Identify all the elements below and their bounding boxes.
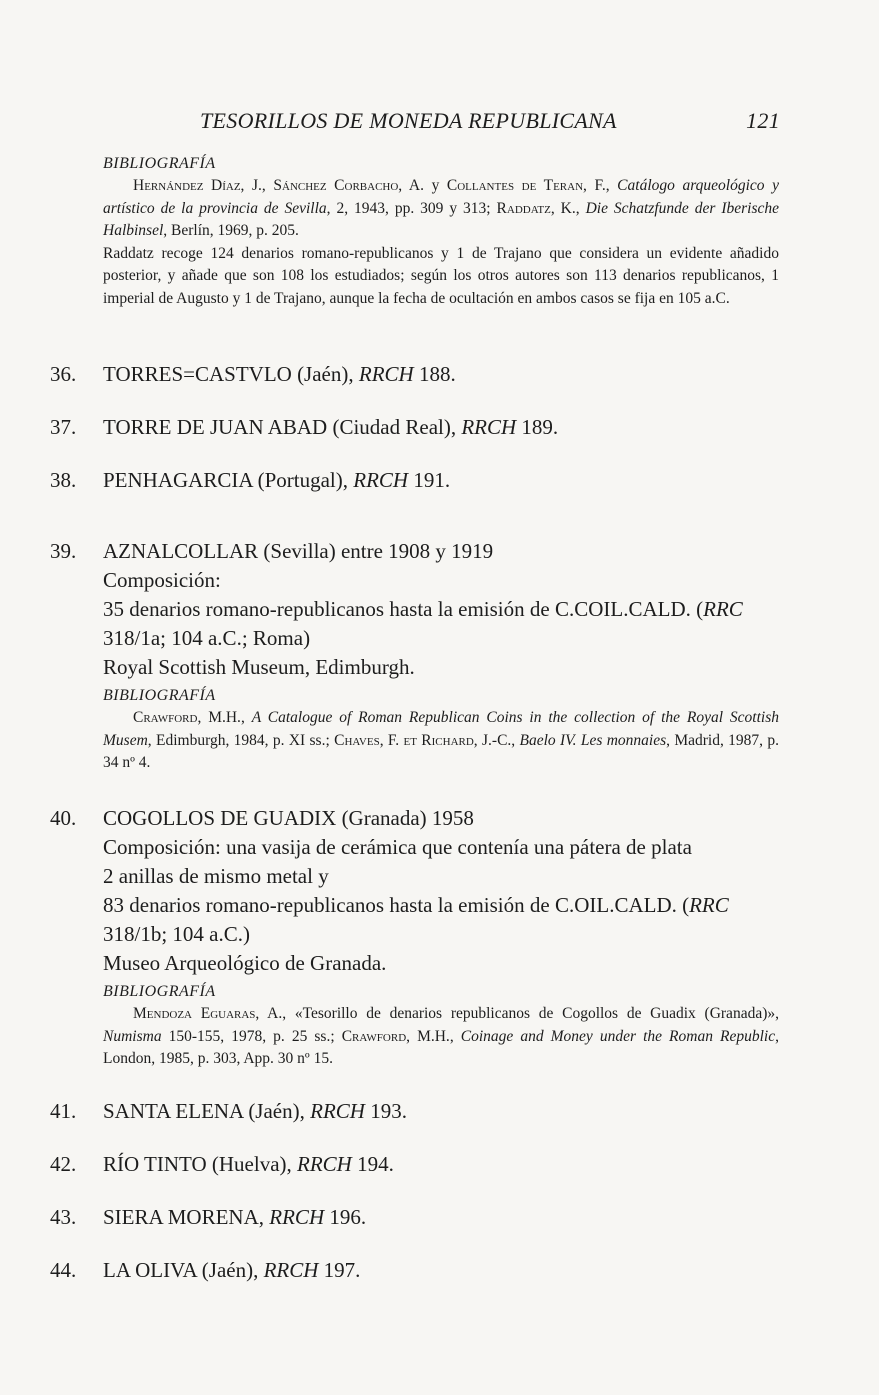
hoard-entry-36 bbox=[50, 360, 780, 389]
composition-detail bbox=[103, 891, 780, 920]
reference-author: Chaves, F. bbox=[334, 731, 400, 749]
entry-reference-number: 194. bbox=[351, 1152, 394, 1176]
reference-title: Coinage and Money under the Roman Republic bbox=[460, 1027, 776, 1045]
reference-title: A Catalogue of Roman Republican Coins in the collection of the Royal Scottish Musem bbox=[103, 709, 779, 749]
bibliography-block-40 bbox=[103, 983, 779, 1071]
composition-label: Composición: bbox=[103, 568, 221, 592]
entry-number: 39. bbox=[50, 539, 77, 563]
entry-number: 42. bbox=[50, 1152, 77, 1176]
entry-title: RÍO TINTO (Huelva), bbox=[103, 1152, 298, 1176]
hoard-entry-42 bbox=[50, 1150, 780, 1179]
reference-author: Richard, J.-C. bbox=[421, 731, 512, 749]
bibliography-heading: BIBLIOGRAFÍA bbox=[103, 687, 216, 704]
reference-text: , Edimburgh, 1984, p. XI ss.; bbox=[147, 731, 335, 749]
hoard-entry-41 bbox=[50, 1097, 780, 1126]
composition-text: Composición: una vasija de cerámica que contenía una pátera de plata bbox=[103, 835, 692, 859]
entry-title: TORRES=CASTVLO (Jaén), bbox=[103, 362, 359, 386]
reference-author: Mendoza Eguaras, A. bbox=[133, 1005, 283, 1022]
composition-date: 318/1b; 104 a.C.) bbox=[103, 922, 250, 946]
entry-reference: RRCH bbox=[461, 415, 517, 439]
reference-author: Sánchez Corbacho, A. bbox=[273, 177, 424, 194]
reference-author: Raddatz, K. bbox=[496, 199, 576, 217]
entry-reference-number: 188. bbox=[413, 362, 456, 386]
entry-reference: RRCH bbox=[353, 468, 409, 492]
composition-date: 318/1a; 104 a.C.; Roma) bbox=[103, 626, 311, 650]
composition-text: 83 denarios romano-republicanos hasta la emisión de C.OIL.CALD. ( bbox=[103, 893, 690, 917]
bibliography-heading: BIBLIOGRAFÍA bbox=[103, 983, 216, 1000]
composition-detail bbox=[103, 595, 780, 624]
hoard-entry-38 bbox=[50, 466, 780, 495]
entry-number: 38. bbox=[50, 468, 77, 492]
entry-reference-number: 191. bbox=[408, 468, 451, 492]
reference-text: , bbox=[605, 177, 618, 194]
rrc-reference: RRC bbox=[703, 597, 743, 621]
entry-title: LA OLIVA (Jaén), bbox=[103, 1258, 264, 1282]
bibliography-block-35 bbox=[103, 155, 779, 310]
bibliography-reference bbox=[103, 1003, 779, 1071]
reference-text: , bbox=[261, 177, 274, 194]
bibliography-reference bbox=[103, 175, 779, 243]
reference-text: , bbox=[449, 1027, 461, 1045]
composition-text: 2 anillas de mismo metal y bbox=[103, 864, 329, 888]
entry-title: TORRE DE JUAN ABAD (Ciudad Real), bbox=[103, 415, 462, 439]
location: Museo Arqueológico de Granada. bbox=[103, 951, 387, 975]
entry-reference: RRCH bbox=[310, 1099, 365, 1123]
entry-number: 41. bbox=[50, 1099, 77, 1123]
entry-number: 43. bbox=[50, 1205, 77, 1229]
entry-number: 36. bbox=[50, 362, 77, 386]
entry-reference: RRCH bbox=[358, 362, 414, 386]
hoard-entry-44 bbox=[50, 1256, 780, 1285]
bibliography-reference bbox=[103, 707, 779, 775]
hoard-entry-43 bbox=[50, 1203, 780, 1232]
hoard-entry-39 bbox=[50, 537, 780, 682]
location: Royal Scottish Museum, Edimburgh. bbox=[103, 655, 415, 679]
reference-text: y bbox=[423, 177, 447, 194]
reference-author: Hernández Díaz, J. bbox=[133, 177, 262, 194]
composition-text: 35 denarios romano-republicanos hasta la emisión de C.COIL.CALD. ( bbox=[103, 597, 704, 621]
running-head bbox=[200, 108, 780, 134]
entry-number: 37. bbox=[50, 415, 77, 439]
entry-title: SANTA ELENA (Jaén), bbox=[103, 1099, 311, 1123]
entry-title: SIERA MORENA, bbox=[103, 1205, 270, 1229]
reference-title: Die Schatzfunde der Iberische Halbinsel bbox=[103, 199, 779, 239]
bibliography-note: Raddatz recoge 124 denarios romano-republicanos y 1 de Trajano que considera un evidente añadido posterior, y añade que son 108 los estudiados; según los otros autores son 113 denarios republicanos, 1 imperial de Augusto y 1 de Trajano, aunque la fecha de ocultación en ambos casos se fija en 105 a.C. bbox=[103, 244, 779, 307]
bibliography-block-39 bbox=[103, 687, 779, 775]
entry-reference-number: 193. bbox=[364, 1099, 407, 1123]
entry-number: 44. bbox=[50, 1258, 77, 1282]
entry-reference-number: 197. bbox=[318, 1258, 361, 1282]
reference-text: , bbox=[575, 199, 586, 217]
entry-number: 40. bbox=[50, 806, 77, 830]
reference-text: , bbox=[240, 709, 252, 726]
reference-author: Crawford, M.H. bbox=[341, 1027, 450, 1045]
entry-title: PENHAGARCIA (Portugal), bbox=[103, 468, 354, 492]
entry-title: AZNALCOLLAR (Sevilla) entre 1908 y 1919 bbox=[103, 539, 494, 563]
reference-title: Baelo IV. Les monnaies bbox=[519, 731, 667, 749]
entry-reference: RRCH bbox=[263, 1258, 319, 1282]
reference-author: Collantes de Teran, F. bbox=[446, 177, 606, 194]
entry-reference: RRCH bbox=[297, 1152, 352, 1176]
reference-text: , London, 1985, p. 303, App. 30 nº 15. bbox=[103, 1027, 779, 1067]
entry-title: COGOLLOS DE GUADIX (Granada) 1958 bbox=[103, 806, 474, 830]
reference-text: 150-155, 1978, p. 25 ss.; bbox=[161, 1027, 342, 1045]
bibliography-heading: BIBLIOGRAFÍA bbox=[103, 155, 216, 172]
entry-reference: RRCH bbox=[269, 1205, 325, 1229]
reference-text: , bbox=[511, 731, 520, 749]
reference-text: , Berlín, 1969, p. 205. bbox=[163, 222, 299, 239]
rrc-reference: RRC bbox=[689, 893, 729, 917]
entry-reference-number: 189. bbox=[516, 415, 559, 439]
running-title: TESORILLOS DE MONEDA REPUBLICANA bbox=[200, 108, 617, 133]
reference-title: Numisma bbox=[103, 1027, 162, 1045]
hoard-entry-37 bbox=[50, 413, 780, 442]
reference-text: , 2, 1943, pp. 309 y 313; bbox=[326, 199, 497, 217]
page-number: 121 bbox=[746, 108, 780, 133]
reference-text: , «Tesorillo de denarios republicanos de Cogollos de Guadix (Granada)», bbox=[282, 1005, 779, 1022]
reference-author: Crawford, M.H. bbox=[133, 709, 241, 726]
entry-reference-number: 196. bbox=[324, 1205, 367, 1229]
reference-text: , Madrid, 1987, p. 34 nº 4. bbox=[103, 731, 779, 771]
reference-author: et bbox=[399, 731, 422, 749]
reference-title: Catálogo arqueológico y artístico de la provincia de Sevilla bbox=[103, 177, 779, 217]
hoard-entry-40 bbox=[50, 804, 780, 978]
